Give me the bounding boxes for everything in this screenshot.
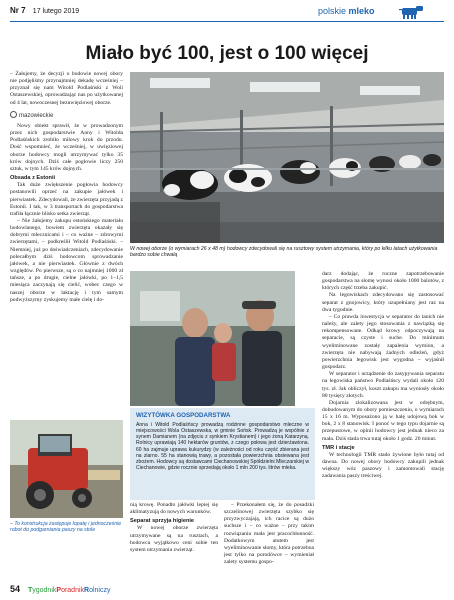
paragraph: – Nie żałujemy zakupu estońskiego materiału hodowlanego, bowiem zwierzęta okazały się dobrymi mlecznicami i – co ważne – zdrowymi zwierzętami, – podkreślił Witold Podlaśński. – Niemniej, już po doświadczeniach, zdecydowanie polecałbym dziś hodowcom sprowadzanie jałówek, a nie pierwiastek. Głównie z dwóch względów. Po pierwsze, są o co najmniej 1000 zł tańsze, a po drugie, cielne jałówki, po 1–1,5 miesiąca zaczynają się cielić, wobec czego w naszej oborze w laktację i tym samym podwyższymy zyskujemy małe cielę i do- <box>10 217 123 303</box>
paragraph: darz dodając, że roczne zapotrzebowanie gospodarstwa na słomę wynosi około 1000 balotów, z których część trzeba zakupić. <box>322 271 444 292</box>
farm-card-title: WIZYTÓWKA GOSPODARSTWA <box>136 412 231 419</box>
article-lead: – Żałujemy, że decyzji o budowie nowej obory nie podjęliśmy przynajmniej dekadę wcześniej – przyznał się nam Witold Podlaśński z Woli Ostaszewskiej, oprowadzając nas po użytkowanej od 4 lat, nowoczesnej bezuwięziowej oborze. <box>10 71 123 106</box>
tractor-photo <box>10 420 123 518</box>
article-intro: Nowy obiekt sprawił, że w prowadzonym przez nich gospodarstwie Anny i Witolda Podlaśńskich zrobiło milowy krok do przodu. Dość wspomnieć, że wcześniej, w uwięziowej oborze hodowcy mogli utrzymywać tylko 35 krów dojnych. Dziś całe pogłowie liczy 250 sztuk, w tym 145 krów dojnych. <box>10 122 123 172</box>
paragraph: – Co prawda inwestycja w separator do tanich nie należy, ale zalety jego stosowania z nawiązką się rekompensowane. Odkąd krowy odpoczywają na separacie, są czyste i suche. Do minimum wyeliminowane zostały zapalenia wymion, a zwierzęta nie nabywają żadnych odleżeń, gdyż powierzchnia legowisk jest wygodna – wyjaśnił gospodarz. <box>322 313 444 371</box>
map-pin-icon <box>10 111 17 118</box>
barn-photo <box>130 72 444 243</box>
paragraph: Na legowiskach zdecydowano się zastosować separat z gnojowicy, który uzupełniany jest raz na dwa tygodnie. <box>322 292 444 313</box>
region-tag <box>10 111 123 120</box>
section-bold: mleko <box>348 6 375 16</box>
article-column-1 <box>10 71 123 304</box>
paragraph: W technologii TMR stado żywione było tutaj od dawna. Do nowej obory hodowcy zakupili jednak większy wóz paszowy i zamontowali stację zadawania paszy treściwej. <box>322 451 444 480</box>
paragraph: W nowej oborze zwierzęta utrzymywane są na rusztach, a hodowca wyjątkowo ceni sobie ten system utrzymania zwierząt. <box>130 525 218 553</box>
article-column-4 <box>322 271 444 481</box>
pub-initial-p: P <box>56 587 62 594</box>
subhead-separat: Separat sprzyja higienie <box>130 518 195 525</box>
paragraph: Tak duże zwiększenie pogłowia hodowcy postanowili oprzeć na zakupie jałówek i pierwiastek. Zdecydowali, że zwierzęta przyjadą z Estonii. I tak, w 3 transportach do gospodarstwa trafiła łącznie blisko setka zwierząt. <box>10 182 123 217</box>
page-header <box>0 0 454 24</box>
pub-word-2: oradnik <box>61 587 85 594</box>
page-footer <box>10 584 444 598</box>
family-photo <box>130 271 295 406</box>
farm-card <box>130 408 315 500</box>
subhead-estonia: Obsada z Estonii <box>10 175 56 182</box>
paragraph: W separator i urządzenie do zasypywania separatu na legowiska państwo Podlaśńscy wydali około 120 tys. zł. Jak obliczył, koszt zakupu ma wyniosły około 80 tysięcy złotych. <box>322 371 444 399</box>
issue-number: Nr 7 <box>10 6 26 15</box>
paragraph: nią krowę. Ponadto jałówki lepiej się aklimatyzują do nowych warunków. <box>130 502 218 516</box>
region-name: mazowieckie <box>19 112 54 119</box>
farm-card-text: Anna i Witold Podlaśńscy prowadzą rodzinne gospodarstwo mleczne w miejscowości Wola Ostaszewska, w gminie Sońsk. Prowadzą je wspólnie z synem Damianem (na zdjęciu z synkiem Krystianem) i jego żoną Katarzyną. Rolnicy uprawiają 140 hektarów gruntów, z czego połowa jest dzierżawiona. 60 ha zajmuje uprawa kukurydzy (w zależności od roku część zbierana jest na ziarno. 55 ha stanowią trawy, a pozostała powierzchnia obsiewana jest zbożem. Hodowcy są dostawcami Ciechanowskiej Spółdzielni Mleczarskiej w Ciechanowie, gdzie rocznie sprzedają około 1 mln 200 tys. litrów mleka. <box>136 422 309 472</box>
cow-icon <box>398 4 426 20</box>
paragraph: – Przekonałem się, że do posadzki szczelinowej zwierzęta szybko się przyzwyczajają, ich racice są dużo suchsze i – co ważne – przy takim rozwiązaniu mała jest pracochłonność. Dodatkowym atutem jest wyeliminowanie słomy, która potrzebna jest tylko na porodówce – wymieniał zalety systemu gospo- <box>224 502 314 566</box>
paragraph: Dojarnia zlokalizowana jest w odrębnym, dobudowanym do obory pomieszczeniu, o wymiarach 15 x 16 m. Wyposażono ją w halę udojową bok w bok, 2 x 8 stanowisk. I ponoć w tego typu dojarnie są przepustowe, w opinii hodowcy jest jednak nieco za mała. Dziś stada trwa tutaj około 1 godz. 20 minut. <box>322 399 444 442</box>
article-title: Miało być 100, jest o 100 więcej <box>85 43 369 64</box>
header-rule <box>10 21 444 22</box>
tractor-photo-caption: – To konstrukcja zastępuje łopatę i jednocześnie robot do podgarniania paszy na stole <box>10 521 122 534</box>
issue-line <box>10 6 79 15</box>
main-photo-caption: W nowej oborze (o wymiarach 26 x 48 m) hodowcy zdecydowali się na rusztowy system utrzymania, który po kilku latach użytkowania bardzo sobie chwalą <box>130 246 438 259</box>
pub-initial-t: T <box>27 587 33 594</box>
pub-word-3: olniczy <box>89 587 111 594</box>
pub-word-1: ygodnik <box>32 587 57 594</box>
section-regular: polskie <box>318 6 347 16</box>
article-column-3 <box>224 502 314 566</box>
subhead-tmr: TMR i stacje <box>322 444 355 451</box>
issue-date: 17 lutego 2019 <box>32 8 80 15</box>
pub-initial-r: R <box>84 587 90 594</box>
article-column-2 <box>130 502 218 554</box>
section-label <box>318 6 375 16</box>
page-number: 54 <box>10 584 21 594</box>
publication-name <box>28 587 111 594</box>
